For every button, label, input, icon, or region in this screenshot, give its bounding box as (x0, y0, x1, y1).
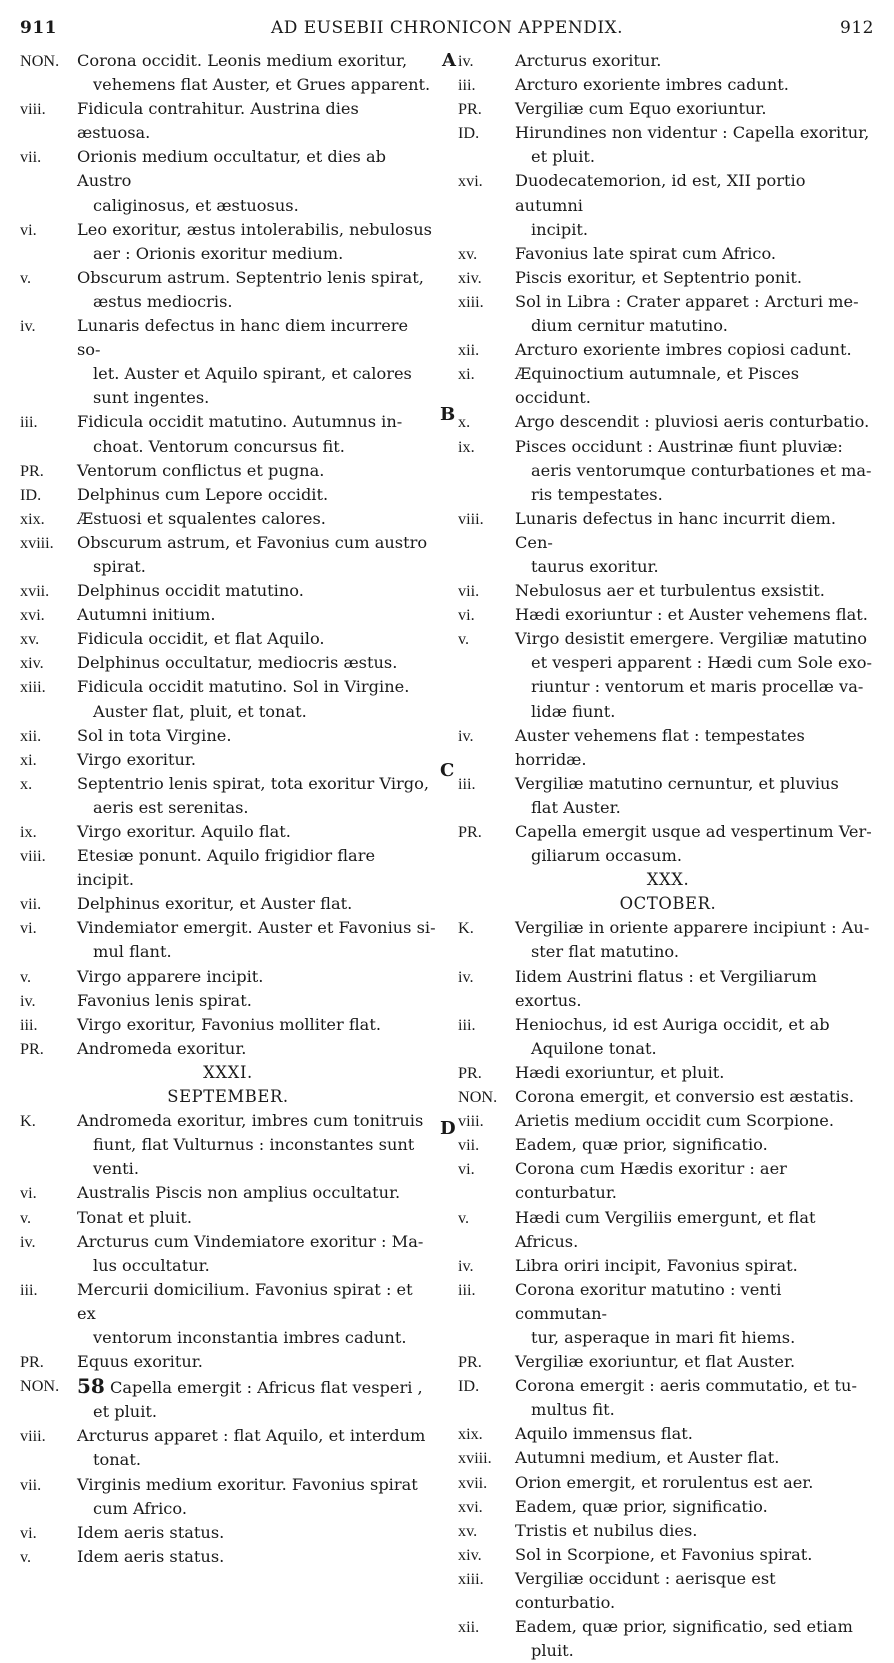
entry-text-line: Obscurum astrum, et Favonius cum austro (77, 532, 428, 552)
calendar-entry (20, 1181, 436, 1205)
entry-text-line: Arcturo exoriente imbres cadunt. (515, 75, 789, 95)
margin-marker-d: D (440, 1118, 456, 1139)
entry-text-line: Vergiliæ cum Equo exoriuntur. (515, 99, 767, 119)
entry-text-line: dium cernitur matutino. (531, 316, 728, 336)
entry-date: ix. (20, 823, 37, 841)
calendar-entry (458, 1133, 878, 1157)
entry-date: vii. (458, 582, 480, 601)
entry-text-line: spirat. (93, 556, 146, 576)
entry-text-line: Vindemiator emergit. Auster et Favonius si- (77, 918, 436, 938)
entry-date: xviii. (458, 1449, 492, 1468)
entry-date: xvi. (20, 606, 45, 625)
calendar-entry (20, 1278, 436, 1350)
running-title: AD EUSEBII CHRONICON APPENDIX. (270, 18, 624, 38)
entry-date: iii. (458, 1015, 476, 1034)
entry-text-line: Arietis medium occidit cum Scorpione. (515, 1111, 835, 1131)
calendar-entry (458, 579, 878, 603)
entry-text-line: Auster flat, pluit, et tonat. (93, 701, 307, 721)
entry-text-line: Arcturus apparet : flat Aquilo, et interdum (77, 1426, 426, 1446)
entry-date: PR. (20, 1353, 44, 1372)
entry-date: NON. (20, 1377, 60, 1396)
entry-text-line: Septentrio lenis spirat, tota exoritur Virgo, (77, 773, 430, 793)
entry-text-line: Delphinus occidit matutino. (77, 581, 304, 601)
entry-text-line: Fidicula occidit matutino. Sol in Virgine. (77, 677, 410, 697)
entry-text-line: Idem aeris status. (77, 1546, 225, 1566)
entry-text-line: Tristis et nubilus dies. (515, 1520, 698, 1540)
calendar-entry (20, 579, 436, 603)
calendar-entry (458, 1206, 878, 1254)
entry-text-line: Hædi exoriuntur : et Auster vehemens flat. (515, 605, 868, 625)
entry-date: xii. (458, 341, 480, 360)
calendar-entry (458, 97, 878, 121)
entry-date: v. (20, 1547, 32, 1566)
calendar-entry (20, 1545, 436, 1569)
entry-date: xiv. (458, 268, 482, 287)
calendar-entry (458, 290, 878, 338)
entry-text-line: Andromeda exoritur, imbres cum tonitruis (77, 1111, 424, 1131)
calendar-entry (458, 1567, 878, 1615)
entry-date: PR. (458, 1063, 482, 1082)
calendar-entry (458, 603, 878, 627)
calendar-entry (20, 965, 436, 989)
entry-date: vi. (20, 1523, 37, 1542)
entry-date: iv. (20, 317, 36, 336)
entry-text-line: Libra oriri incipit, Favonius spirat. (515, 1255, 798, 1275)
calendar-entry (20, 145, 436, 217)
calendar-entry (458, 1422, 878, 1446)
margin-marker-c: C (440, 760, 455, 781)
entry-text-line: Vergiliæ in oriente apparere incipiunt : Au- (515, 918, 870, 938)
entry-text-line: venti. (93, 1159, 139, 1179)
entry-date: vii. (20, 1475, 42, 1494)
calendar-entry (458, 724, 878, 772)
entry-text-line: tur, asperaque in mari fit hiems. (531, 1327, 796, 1347)
entry-text-line: Lunaris defectus in hanc diem incurrere so- (77, 316, 409, 360)
entry-text-line: Fidicula contrahitur. Austrina dies æstuosa. (77, 99, 359, 143)
entry-text-line: Autumni initium. (77, 605, 216, 625)
calendar-entry (20, 1037, 436, 1061)
entry-date: ID. (458, 1377, 480, 1396)
calendar-entry (458, 435, 878, 507)
entry-text-line: Argo descendit : pluviosi aeris conturbatio. (515, 412, 870, 432)
entry-text-line: Vergiliæ occidunt : aerisque est conturbatio. (515, 1568, 776, 1612)
entry-date: iii. (458, 1280, 476, 1299)
entry-text-line: Aquilo immensus flat. (515, 1424, 693, 1444)
calendar-entry (20, 49, 436, 97)
margin-marker-a: A (442, 50, 456, 71)
page-number-left: 911 (20, 18, 57, 38)
entry-text-line: Orion emergit, et rorulentus est aer. (515, 1472, 814, 1492)
entry-text-line: Hirundines non videntur : Capella exoritur, (515, 123, 870, 143)
calendar-entry (20, 97, 436, 145)
entry-date: v. (20, 268, 32, 287)
entry-date: vi. (20, 919, 37, 938)
entry-text-line: Æquinoctium autumnale, et Pisces occidunt. (515, 364, 800, 408)
entry-text-line: incipit. (531, 219, 589, 239)
entry-date: v. (458, 1208, 470, 1227)
entry-text-line: fiunt, flat Vulturnus : inconstantes sunt (93, 1135, 415, 1155)
entry-text-line: Sol in Scorpione, et Favonius spirat. (515, 1544, 813, 1564)
entry-text-line: Equus exoritur. (77, 1352, 203, 1372)
calendar-entry (458, 410, 878, 434)
entry-date: xvii. (458, 1473, 488, 1492)
entry-date: x. (458, 413, 471, 432)
entry-date: viii. (20, 847, 46, 866)
entry-text-line: let. Auster et Aquilo spirant, et calores (93, 364, 412, 384)
calendar-entry (20, 892, 436, 916)
calendar-entry (458, 169, 878, 241)
entry-text-line: Virginis medium exoritur. Favonius spirat (77, 1474, 418, 1494)
entry-text-line: Nebulosus aer et turbulentus exsistit. (515, 581, 825, 601)
entry-date: xvi. (458, 1497, 483, 1516)
entry-date: iv. (458, 967, 474, 986)
entry-text-line: Virgo exoritur. (77, 749, 196, 769)
entry-date: NON. (458, 1088, 498, 1107)
entry-date: viii. (458, 509, 484, 528)
entry-text-line: Corona cum Hædis exoritur : aer conturbatur. (515, 1159, 787, 1203)
entry-text-line: Virgo exoritur, Favonius molliter flat. (77, 1014, 381, 1034)
entry-text-line: Sol in Libra : Crater apparet : Arcturi me- (515, 291, 859, 311)
entry-text-line: Favonius lenis spirat. (77, 990, 252, 1010)
entry-date: vii. (458, 1136, 480, 1155)
calendar-entry (20, 531, 436, 579)
entry-text-line: ris tempestates. (531, 484, 663, 504)
entry-text-line: aeris est serenitas. (93, 797, 249, 817)
entry-date: xi. (20, 750, 37, 769)
calendar-entry (458, 1471, 878, 1495)
entry-text-line: Vergiliæ exoriuntur, et flat Auster. (515, 1352, 796, 1372)
entry-date: iv. (20, 991, 36, 1010)
entry-text-line: Delphinus occultatur, mediocris æstus. (77, 653, 398, 673)
calendar-entry (458, 49, 878, 73)
calendar-entry (458, 1615, 878, 1663)
entry-text-line: cum Africo. (93, 1498, 187, 1518)
entry-date: vi. (458, 606, 475, 625)
entry-date: PR. (458, 1353, 482, 1372)
column-number: 58 (77, 1374, 105, 1399)
calendar-entry (20, 266, 436, 314)
entry-text-line: Corona emergit, et conversio est æstatis. (515, 1087, 855, 1107)
entry-text-line: Heniochus, id est Auriga occidit, et ab (515, 1014, 830, 1034)
entry-date: iii. (20, 413, 38, 432)
entry-text-line: Virgo apparere incipit. (77, 966, 264, 986)
entry-date: vii. (20, 895, 42, 914)
calendar-entry (458, 820, 878, 868)
page-number-right: 912 (840, 18, 874, 38)
entry-text-line: æstus mediocris. (93, 291, 233, 311)
calendar-entry (20, 410, 436, 458)
entry-text-line: Fidicula occidit matutino. Autumnus in- (77, 412, 403, 432)
calendar-entry (458, 1374, 878, 1422)
entry-text-line: choat. Ventorum concursus fit. (93, 436, 345, 456)
entry-text-line: vehemens flat Auster, et Grues apparent. (93, 75, 431, 95)
entry-text-line: aeris ventorumque conturbationes et ma- (531, 460, 872, 480)
section-heading: XXX. (646, 870, 690, 890)
entry-text-line: Hædi exoriuntur, et pluit. (515, 1062, 725, 1082)
entry-date: v. (458, 630, 470, 649)
entry-date: viii. (20, 1427, 46, 1446)
entry-date: xvi. (458, 172, 483, 191)
entry-text-line: Auster vehemens flat : tempestates horridæ. (515, 725, 805, 769)
entry-text-line: Delphinus exoritur, et Auster flat. (77, 894, 353, 914)
entry-text-line: Orionis medium occultatur, et dies ab Austro (77, 147, 387, 191)
entry-text-line: Autumni medium, et Auster flat. (515, 1448, 780, 1468)
entry-text-line: Ventorum conflictus et pugna. (77, 460, 325, 480)
entry-text-line: Arcturo exoriente imbres copiosi cadunt. (515, 340, 852, 360)
section-heading: SEPTEMBER. (167, 1087, 289, 1107)
section-heading: XXXI. (203, 1062, 253, 1082)
calendar-entry (20, 675, 436, 723)
entry-text-line: multus fit. (531, 1400, 615, 1420)
entry-text-line: Aquilone tonat. (531, 1038, 657, 1058)
calendar-entry (20, 1013, 436, 1037)
entry-date: viii. (20, 100, 46, 119)
entry-text-line: Corona emergit : aeris commutatio, et tu- (515, 1376, 857, 1396)
calendar-entry (458, 1061, 878, 1085)
entry-date: xi. (458, 365, 475, 384)
entry-date: vii. (20, 148, 42, 167)
entry-date: xviii. (20, 533, 54, 552)
entry-text-line: Piscis exoritur, et Septentrio ponit. (515, 267, 803, 287)
calendar-entry (20, 1350, 436, 1374)
entry-text-line: giliarum occasum. (531, 846, 682, 866)
calendar-entry (458, 1109, 878, 1133)
calendar-entry (20, 1230, 436, 1278)
entry-text-line: et pluit. (93, 1402, 158, 1422)
entry-date: xii. (20, 726, 42, 745)
entry-date: xix. (20, 509, 45, 528)
entry-text-line: ster flat matutino. (531, 942, 680, 962)
section-heading: OCTOBER. (619, 894, 717, 914)
calendar-entry (20, 1206, 436, 1230)
entry-text-line: Corona exoritur matutino : venti commutan- (515, 1279, 782, 1323)
entry-text-line: Hædi cum Vergiliis emergunt, et flat Africus. (515, 1207, 816, 1251)
entry-date: xiv. (458, 1545, 482, 1564)
entry-date: iv. (20, 1232, 36, 1251)
entry-date: ID. (458, 124, 480, 143)
entry-date: iii. (458, 774, 476, 793)
calendar-entry (458, 121, 878, 169)
entry-text-line: sunt ingentes. (93, 388, 210, 408)
entry-date: xiv. (20, 654, 44, 673)
calendar-entry (458, 627, 878, 723)
entry-date: iv. (458, 726, 474, 745)
calendar-entry (458, 1543, 878, 1567)
entry-date: PR. (20, 461, 44, 480)
calendar-entry (20, 820, 436, 844)
entry-text-line: Arcturus cum Vindemiatore exoritur : Ma- (77, 1231, 424, 1251)
entry-date: iv. (458, 1256, 474, 1275)
entry-text-line: Australis Piscis non amplius occultatur. (77, 1183, 401, 1203)
entry-date: vi. (20, 1184, 37, 1203)
calendar-entry (458, 1519, 878, 1543)
calendar-entry (458, 338, 878, 362)
entry-text-line: Obscurum astrum. Septentrio lenis spirat, (77, 267, 424, 287)
calendar-entry (458, 1446, 878, 1470)
calendar-entry (20, 483, 436, 507)
calendar-entry (20, 916, 436, 964)
calendar-entry (20, 459, 436, 483)
calendar-entry (458, 1350, 878, 1374)
calendar-entry (20, 1521, 436, 1545)
entry-date: x. (20, 774, 33, 793)
entry-text-line: riuntur : ventorum et maris procellæ va- (531, 677, 864, 697)
calendar-entry (458, 73, 878, 97)
entry-text-line: pluit. (531, 1641, 574, 1661)
calendar-entry (458, 916, 878, 964)
entry-date: xv. (20, 630, 40, 649)
left-column (20, 49, 436, 1569)
entry-text-line: Virgo desistit emergere. Vergiliæ matutino (515, 629, 867, 649)
margin-marker-b: B (440, 404, 456, 425)
entry-date: v. (20, 967, 32, 986)
entry-date: xix. (458, 1425, 483, 1444)
entry-text-line: Andromeda exoritur. (77, 1038, 247, 1058)
calendar-entry (458, 1254, 878, 1278)
entry-date: xiii. (20, 678, 46, 697)
calendar-entry (20, 651, 436, 675)
entry-text-line: caliginosus, et æstuosus. (93, 195, 299, 215)
entry-date: PR. (20, 1039, 44, 1058)
entry-date: ID. (20, 485, 42, 504)
entry-text-line: Eadem, quæ prior, significatio, sed etiam (515, 1617, 853, 1637)
calendar-entry (458, 362, 878, 410)
entry-date: xv. (458, 244, 478, 263)
entry-text-line: Capella emergit : Africus flat vesperi , (110, 1378, 423, 1398)
calendar-entry (458, 1085, 878, 1109)
entry-date: NON. (20, 52, 60, 70)
calendar-entry (458, 772, 878, 820)
entry-text-line: Corona occidit. Leonis medium exoritur, (77, 51, 408, 70)
entry-text-line: mul flant. (93, 942, 172, 962)
entry-date: PR. (458, 100, 482, 119)
calendar-entry (20, 1374, 436, 1424)
entry-text-line: Leo exoritur, æstus intolerabilis, nebulosus (77, 219, 432, 239)
calendar-entry (20, 603, 436, 627)
entry-text-line: Iidem Austrini flatus : et Vergiliarum exortus. (515, 966, 817, 1010)
entry-text-line: et vesperi apparent : Hædi cum Sole exo- (531, 653, 872, 673)
entry-text-line: Tonat et pluit. (77, 1207, 193, 1227)
calendar-entry (458, 1495, 878, 1519)
calendar-entry (458, 242, 878, 266)
entry-text-line: tonat. (93, 1450, 141, 1470)
entry-date: ix. (458, 437, 475, 456)
entry-text-line: Favonius late spirat cum Africo. (515, 243, 777, 263)
entry-text-line: Pisces occidunt : Austrinæ fiunt pluviæ: (515, 436, 843, 456)
entry-text-line: taurus exoritur. (531, 556, 659, 576)
calendar-entry (20, 844, 436, 892)
calendar-entry (20, 314, 436, 410)
entry-text-line: Duodecatemorion, id est, XII portio autumni (515, 171, 806, 215)
calendar-entry (20, 1109, 436, 1181)
entry-date: viii. (458, 1112, 484, 1131)
entry-date: xiii. (458, 292, 484, 311)
entry-date: xvii. (20, 582, 50, 601)
entry-date: xv. (458, 1521, 478, 1540)
entry-text-line: Eadem, quæ prior, significatio. (515, 1135, 768, 1155)
entry-text-line: Fidicula occidit, et flat Aquilo. (77, 629, 325, 649)
entry-date: xiii. (458, 1569, 484, 1588)
calendar-entry (20, 989, 436, 1013)
calendar-entry (20, 748, 436, 772)
entry-text-line: Etesiæ ponunt. Aquilo frigidior flare incipit. (77, 846, 376, 890)
calendar-entry (458, 1278, 878, 1350)
entry-text-line: Lunaris defectus in hanc incurrit diem. Cen- (515, 508, 837, 552)
calendar-entry (458, 1157, 878, 1205)
entry-date: v. (20, 1208, 32, 1227)
entry-text-line: Idem aeris status. (77, 1522, 225, 1542)
calendar-entry (20, 507, 436, 531)
entry-text-line: Eadem, quæ prior, significatio. (515, 1496, 768, 1516)
entry-date: vi. (20, 220, 37, 239)
entry-date: K. (20, 1112, 36, 1131)
right-column (458, 49, 878, 1663)
entry-date: iii. (458, 76, 476, 95)
calendar-entry (20, 772, 436, 820)
entry-text-line: Capella emergit usque ad vespertinum Ver- (515, 822, 872, 841)
entry-date: iv. (458, 52, 474, 70)
entry-text-line: Virgo exoritur. Aquilo flat. (77, 822, 291, 841)
entry-text-line: flat Auster. (531, 797, 621, 817)
entry-text-line: lidæ fiunt. (531, 701, 616, 721)
entry-date: K. (458, 919, 474, 938)
calendar-entry (458, 965, 878, 1013)
entry-text-line: Vergiliæ matutino cernuntur, et pluvius (515, 773, 839, 793)
entry-text-line: lus occultatur. (93, 1255, 210, 1275)
entry-date: vi. (458, 1160, 475, 1179)
entry-text-line: Delphinus cum Lepore occidit. (77, 484, 329, 504)
entry-text-line: ventorum inconstantia imbres cadunt. (93, 1327, 407, 1347)
calendar-entry (20, 218, 436, 266)
entry-text-line: aer : Orionis exoritur medium. (93, 243, 344, 263)
calendar-entry (458, 1013, 878, 1061)
calendar-entry (458, 507, 878, 579)
entry-date: PR. (458, 823, 482, 841)
entry-text-line: et pluit. (531, 147, 596, 167)
entry-text-line: Æstuosi et squalentes calores. (77, 508, 326, 528)
entry-date: iii. (20, 1280, 38, 1299)
calendar-entry (458, 266, 878, 290)
calendar-entry (20, 1424, 436, 1472)
entry-text-line: Arcturus exoritur. (515, 51, 662, 70)
entry-date: xii. (458, 1618, 480, 1637)
calendar-entry (20, 1473, 436, 1521)
entry-date: iii. (20, 1015, 38, 1034)
calendar-entry (20, 627, 436, 651)
entry-text-line: Mercurii domicilium. Favonius spirat : et ex (77, 1279, 413, 1323)
calendar-entry (20, 724, 436, 748)
entry-text-line: Sol in tota Virgine. (77, 725, 232, 745)
